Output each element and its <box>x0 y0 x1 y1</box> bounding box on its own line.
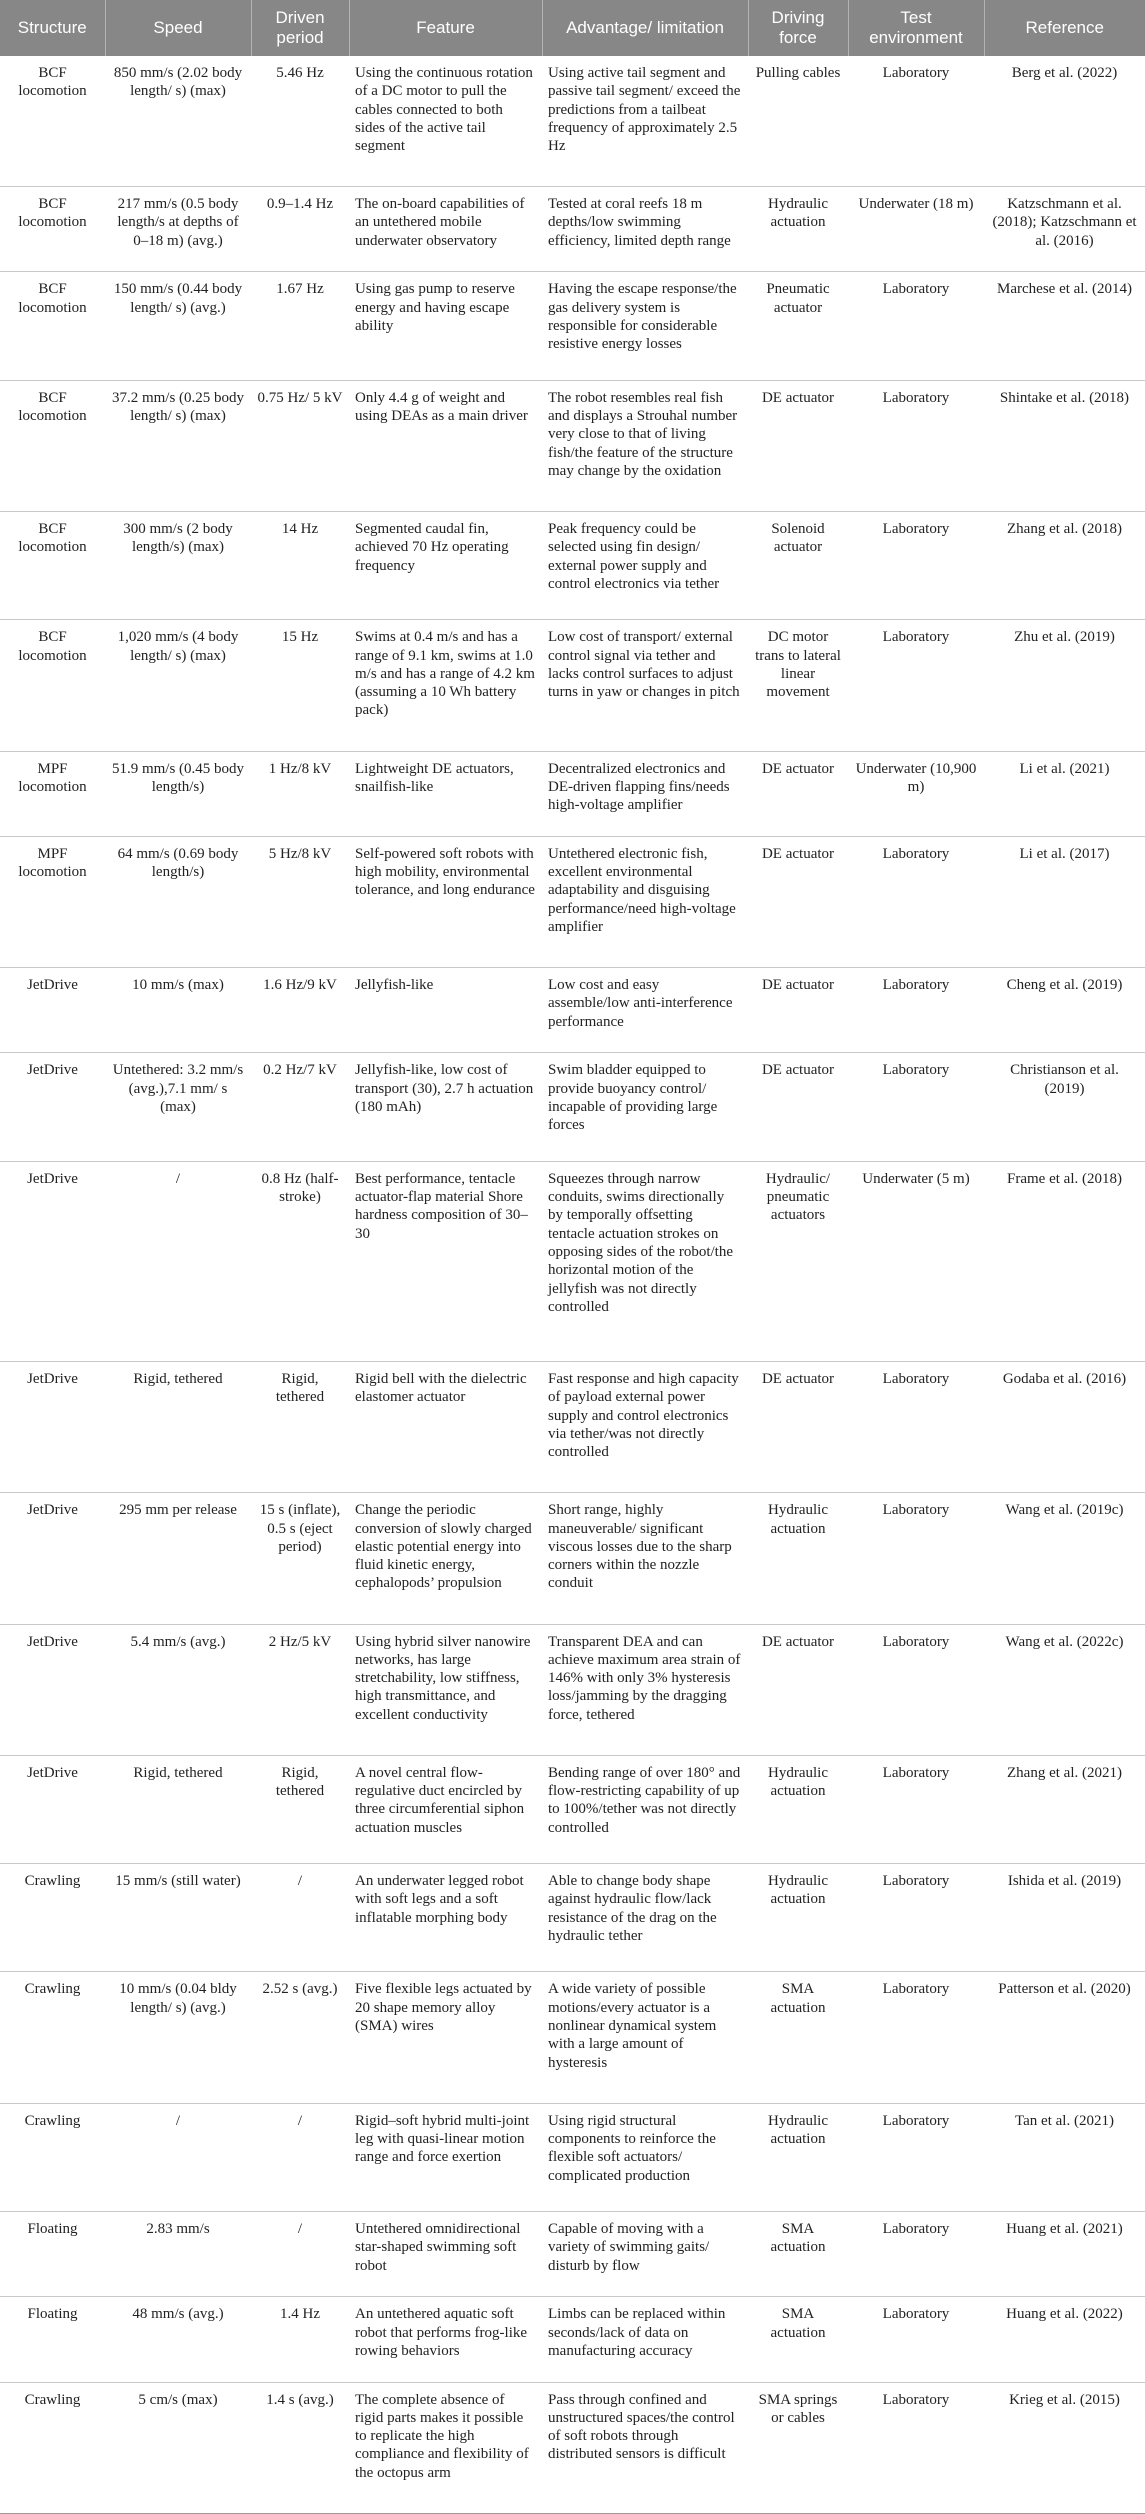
driving-force-cell: DE actuator <box>748 380 848 511</box>
test-environment-cell: Laboratory <box>848 512 984 620</box>
reference-cell: Shintake et al. (2018) <box>984 380 1145 511</box>
speed-cell: 10 mm/s (max) <box>105 968 251 1053</box>
driven-period-cell: 1.4 s (avg.) <box>251 2382 349 2513</box>
driving-force-cell: Solenoid actuator <box>748 512 848 620</box>
speed-cell: 217 mm/s (0.5 body length/s at depths of 0–18 m) (avg.) <box>105 187 251 272</box>
speed-cell: / <box>105 2103 251 2211</box>
test-environment-cell: Laboratory <box>848 620 984 751</box>
speed-cell: 2.83 mm/s <box>105 2211 251 2296</box>
table-body <box>0 56 1145 2514</box>
driving-force-cell: Hydraulic actuation <box>748 1864 848 1972</box>
feature-cell: Self-powered soft robots with high mobility, environmental tolerance, and long endurance <box>349 836 542 967</box>
reference-cell: Krieg et al. (2015) <box>984 2382 1145 2513</box>
driving-force-cell: SMA actuation <box>748 2211 848 2296</box>
table-row <box>0 56 1145 187</box>
test-environment-cell: Underwater (10,900 m) <box>848 751 984 836</box>
driven-period-cell: 0.8 Hz (half-stroke) <box>251 1161 349 1361</box>
reference-cell: Ishida et al. (2019) <box>984 1864 1145 1972</box>
structure-cell: BCF locomotion <box>0 56 105 187</box>
table-row <box>0 2103 1145 2211</box>
advantage-limitation-cell: The robot resembles real fish and displays a Strouhal number very close to that of living fish/the feature of the structure may change by the oxidation <box>542 380 748 511</box>
feature-cell: Only 4.4 g of weight and using DEAs as a main driver <box>349 380 542 511</box>
table-row <box>0 620 1145 751</box>
feature-cell: Lightweight DE actuators, snailfish-like <box>349 751 542 836</box>
reference-cell: Wang et al. (2022c) <box>984 1624 1145 1755</box>
table-row <box>0 2382 1145 2513</box>
table-row <box>0 272 1145 380</box>
speed-cell: 51.9 mm/s (0.45 body length/s) <box>105 751 251 836</box>
driving-force-cell: Hydraulic actuation <box>748 1755 848 1863</box>
test-environment-cell: Laboratory <box>848 272 984 380</box>
driven-period-cell: Rigid, tethered <box>251 1361 349 1492</box>
reference-cell: Huang et al. (2022) <box>984 2297 1145 2382</box>
structure-cell: JetDrive <box>0 1361 105 1492</box>
test-environment-cell: Laboratory <box>848 1864 984 1972</box>
driven-period-cell: / <box>251 2211 349 2296</box>
feature-cell: Untethered omnidirectional star-shaped swimming soft robot <box>349 2211 542 2296</box>
test-environment-cell: Laboratory <box>848 1755 984 1863</box>
header-feature: Feature <box>349 0 542 56</box>
advantage-limitation-cell: Swim bladder equipped to provide buoyancy control/ incapable of providing large forces <box>542 1053 748 1161</box>
structure-cell: JetDrive <box>0 1624 105 1755</box>
reference-cell: Zhu et al. (2019) <box>984 620 1145 751</box>
driving-force-cell: Pulling cables <box>748 56 848 187</box>
structure-cell: JetDrive <box>0 1053 105 1161</box>
structure-cell: Floating <box>0 2211 105 2296</box>
driven-period-cell: 2 Hz/5 kV <box>251 1624 349 1755</box>
driven-period-cell: 15 Hz <box>251 620 349 751</box>
reference-cell: Zhang et al. (2021) <box>984 1755 1145 1863</box>
driving-force-cell: Pneumatic actuator <box>748 272 848 380</box>
advantage-limitation-cell: Having the escape response/the gas delivery system is responsible for considerable resistive energy losses <box>542 272 748 380</box>
speed-cell: Rigid, tethered <box>105 1755 251 1863</box>
driven-period-cell: 1.4 Hz <box>251 2297 349 2382</box>
structure-cell: Crawling <box>0 2382 105 2513</box>
table-row <box>0 1972 1145 2103</box>
structure-cell: BCF locomotion <box>0 187 105 272</box>
reference-cell: Wang et al. (2019c) <box>984 1493 1145 1624</box>
speed-cell: 48 mm/s (avg.) <box>105 2297 251 2382</box>
driven-period-cell: Rigid, tethered <box>251 1755 349 1863</box>
test-environment-cell: Laboratory <box>848 1361 984 1492</box>
advantage-limitation-cell: Using active tail segment and passive tail segment/ exceed the predictions from a tailbeat frequency of approximately 2.5 Hz <box>542 56 748 187</box>
advantage-limitation-cell: Tested at coral reefs 18 m depths/low swimming efficiency, limited depth range <box>542 187 748 272</box>
table-row <box>0 968 1145 1053</box>
advantage-limitation-cell: Using rigid structural components to reinforce the flexible soft actuators/ complicated production <box>542 2103 748 2211</box>
table-row <box>0 1624 1145 1755</box>
test-environment-cell: Laboratory <box>848 2297 984 2382</box>
test-environment-cell: Laboratory <box>848 1972 984 2103</box>
feature-cell: An underwater legged robot with soft legs and a soft inflatable morphing body <box>349 1864 542 1972</box>
advantage-limitation-cell: Fast response and high capacity of payload external power supply and control electronics via tether/was not directly controlled <box>542 1361 748 1492</box>
advantage-limitation-cell: A wide variety of possible motions/every actuator is a nonlinear dynamical system with a large amount of hysteresis <box>542 1972 748 2103</box>
table-row <box>0 1864 1145 1972</box>
structure-cell: Crawling <box>0 1864 105 1972</box>
driving-force-cell: DE actuator <box>748 1361 848 1492</box>
driving-force-cell: Hydraulic actuation <box>748 187 848 272</box>
header-advantage-limitation: Advantage/ limitation <box>542 0 748 56</box>
driven-period-cell: 1.67 Hz <box>251 272 349 380</box>
structure-cell: BCF locomotion <box>0 620 105 751</box>
driving-force-cell: DE actuator <box>748 1053 848 1161</box>
header-reference: Reference <box>984 0 1145 56</box>
header-test-environment: Test environment <box>848 0 984 56</box>
driven-period-cell: 1.6 Hz/9 kV <box>251 968 349 1053</box>
header-driven-period: Driven period <box>251 0 349 56</box>
test-environment-cell: Laboratory <box>848 2382 984 2513</box>
structure-cell: BCF locomotion <box>0 512 105 620</box>
driven-period-cell: / <box>251 1864 349 1972</box>
speed-cell: 64 mm/s (0.69 body length/s) <box>105 836 251 967</box>
table-row <box>0 836 1145 967</box>
test-environment-cell: Laboratory <box>848 836 984 967</box>
structure-cell: JetDrive <box>0 1755 105 1863</box>
reference-cell: Li et al. (2021) <box>984 751 1145 836</box>
test-environment-cell: Laboratory <box>848 2103 984 2211</box>
reference-cell: Zhang et al. (2018) <box>984 512 1145 620</box>
speed-cell: 295 mm per release <box>105 1493 251 1624</box>
advantage-limitation-cell: Short range, highly maneuverable/ significant viscous losses due to the sharp corners within the nozzle conduit <box>542 1493 748 1624</box>
driving-force-cell: SMA actuation <box>748 2297 848 2382</box>
table-row <box>0 1161 1145 1361</box>
table-header <box>0 0 1145 56</box>
reference-cell: Christianson et al. (2019) <box>984 1053 1145 1161</box>
reference-cell: Huang et al. (2021) <box>984 2211 1145 2296</box>
advantage-limitation-cell: Low cost and easy assemble/low anti-interference performance <box>542 968 748 1053</box>
driving-force-cell: Hydraulic actuation <box>748 2103 848 2211</box>
structure-cell: BCF locomotion <box>0 380 105 511</box>
structure-cell: JetDrive <box>0 1161 105 1361</box>
speed-cell: 1,020 mm/s (4 body length/ s) (max) <box>105 620 251 751</box>
table-row <box>0 751 1145 836</box>
reference-cell: Marchese et al. (2014) <box>984 272 1145 380</box>
test-environment-cell: Laboratory <box>848 380 984 511</box>
driving-force-cell: SMA actuation <box>748 1972 848 2103</box>
test-environment-cell: Underwater (18 m) <box>848 187 984 272</box>
advantage-limitation-cell: Low cost of transport/ external control signal via tether and lacks control surfaces to adjust turns in yaw or changes in pitch <box>542 620 748 751</box>
speed-cell: 5.4 mm/s (avg.) <box>105 1624 251 1755</box>
feature-cell: Using hybrid silver nanowire networks, has large stretchability, low stiffness, high transmittance, and excellent conductivity <box>349 1624 542 1755</box>
feature-cell: The on-board capabilities of an untethered mobile underwater observatory <box>349 187 542 272</box>
test-environment-cell: Laboratory <box>848 1493 984 1624</box>
structure-cell: MPF locomotion <box>0 751 105 836</box>
driven-period-cell: 0.9–1.4 Hz <box>251 187 349 272</box>
feature-cell: Best performance, tentacle actuator-flap material Shore hardness composition of 30–30 <box>349 1161 542 1361</box>
advantage-limitation-cell: Squeezes through narrow conduits, swims directionally by temporally offsetting tentacle actuation strokes on opposing sides of the robot/the horizontal motion of the jellyfish was not directly controlled <box>542 1161 748 1361</box>
header-driving-force: Driving force <box>748 0 848 56</box>
table-row <box>0 1361 1145 1492</box>
advantage-limitation-cell: Limbs can be replaced within seconds/lack of data on manufacturing accuracy <box>542 2297 748 2382</box>
driven-period-cell: 0.2 Hz/7 kV <box>251 1053 349 1161</box>
reference-cell: Cheng et al. (2019) <box>984 968 1145 1053</box>
driving-force-cell: DE actuator <box>748 751 848 836</box>
table-row <box>0 2297 1145 2382</box>
feature-cell: Jellyfish-like, low cost of transport (30), 2.7 h actuation (180 mAh) <box>349 1053 542 1161</box>
driven-period-cell: 5 Hz/8 kV <box>251 836 349 967</box>
driving-force-cell: DC motor trans to lateral linear movement <box>748 620 848 751</box>
header-structure: Structure <box>0 0 105 56</box>
advantage-limitation-cell: Pass through confined and unstructured spaces/the control of soft robots through distributed sensors is difficult <box>542 2382 748 2513</box>
speed-cell: 150 mm/s (0.44 body length/ s) (avg.) <box>105 272 251 380</box>
advantage-limitation-cell: Transparent DEA and can achieve maximum area strain of 146% with only 3% hysteresis loss/jamming by the dragging force, tethered <box>542 1624 748 1755</box>
test-environment-cell: Laboratory <box>848 56 984 187</box>
header-speed: Speed <box>105 0 251 56</box>
reference-cell: Berg et al. (2022) <box>984 56 1145 187</box>
feature-cell: Five flexible legs actuated by 20 shape memory alloy (SMA) wires <box>349 1972 542 2103</box>
reference-cell: Patterson et al. (2020) <box>984 1972 1145 2103</box>
advantage-limitation-cell: Untethered electronic fish, excellent environmental adaptability and disguising performance/need high-voltage amplifier <box>542 836 748 967</box>
structure-cell: MPF locomotion <box>0 836 105 967</box>
advantage-limitation-cell: Capable of moving with a variety of swimming gaits/ disturb by flow <box>542 2211 748 2296</box>
feature-cell: Change the periodic conversion of slowly charged elastic potential energy into fluid kinetic energy, cephalopods’ propulsion <box>349 1493 542 1624</box>
reference-cell: Godaba et al. (2016) <box>984 1361 1145 1492</box>
advantage-limitation-cell: Decentralized electronics and DE-driven flapping fins/needs high-voltage amplifier <box>542 751 748 836</box>
structure-cell: Crawling <box>0 2103 105 2211</box>
speed-cell: 300 mm/s (2 body length/s) (max) <box>105 512 251 620</box>
test-environment-cell: Laboratory <box>848 968 984 1053</box>
header-row <box>0 0 1145 56</box>
structure-cell: JetDrive <box>0 968 105 1053</box>
advantage-limitation-cell: Peak frequency could be selected using fin design/ external power supply and control electronics via tether <box>542 512 748 620</box>
driven-period-cell: / <box>251 2103 349 2211</box>
feature-cell: Segmented caudal fin, achieved 70 Hz operating frequency <box>349 512 542 620</box>
driven-period-cell: 0.75 Hz/ 5 kV <box>251 380 349 511</box>
driving-force-cell: SMA springs or cables <box>748 2382 848 2513</box>
structure-cell: JetDrive <box>0 1493 105 1624</box>
table-row <box>0 1493 1145 1624</box>
test-environment-cell: Laboratory <box>848 2211 984 2296</box>
feature-cell: Swims at 0.4 m/s and has a range of 9.1 km, swims at 1.0 m/s and has a range of 4.2 km (assuming a 10 Wh battery pack) <box>349 620 542 751</box>
speed-cell: 37.2 mm/s (0.25 body length/ s) (max) <box>105 380 251 511</box>
reference-cell: Li et al. (2017) <box>984 836 1145 967</box>
feature-cell: A novel central flow-regulative duct encircled by three circumferential siphon actuation muscles <box>349 1755 542 1863</box>
advantage-limitation-cell: Bending range of over 180° and flow-restricting capability of up to 100%/tether was not directly controlled <box>542 1755 748 1863</box>
driven-period-cell: 14 Hz <box>251 512 349 620</box>
test-environment-cell: Underwater (5 m) <box>848 1161 984 1361</box>
structure-cell: BCF locomotion <box>0 272 105 380</box>
table-row <box>0 512 1145 620</box>
driving-force-cell: Hydraulic/ pneumatic actuators <box>748 1161 848 1361</box>
driving-force-cell: DE actuator <box>748 836 848 967</box>
driving-force-cell: Hydraulic actuation <box>748 1493 848 1624</box>
speed-cell: 10 mm/s (0.04 bldy length/ s) (avg.) <box>105 1972 251 2103</box>
feature-cell: Rigid–soft hybrid multi-joint leg with quasi-linear motion range and force exertion <box>349 2103 542 2211</box>
table-row <box>0 1053 1145 1161</box>
structure-cell: Crawling <box>0 1972 105 2103</box>
driving-force-cell: DE actuator <box>748 1624 848 1755</box>
feature-cell: The complete absence of rigid parts makes it possible to replicate the high compliance and flexibility of the octopus arm <box>349 2382 542 2513</box>
speed-cell: Untethered: 3.2 mm/s (avg.),7.1 mm/ s (max) <box>105 1053 251 1161</box>
speed-cell: / <box>105 1161 251 1361</box>
driven-period-cell: 1 Hz/8 kV <box>251 751 349 836</box>
speed-cell: 5 cm/s (max) <box>105 2382 251 2513</box>
advantage-limitation-cell: Able to change body shape against hydraulic flow/lack resistance of the drag on the hydraulic tether <box>542 1864 748 1972</box>
driven-period-cell: 15 s (inflate), 0.5 s (eject period) <box>251 1493 349 1624</box>
feature-cell: Jellyfish-like <box>349 968 542 1053</box>
speed-cell: 15 mm/s (still water) <box>105 1864 251 1972</box>
driven-period-cell: 5.46 Hz <box>251 56 349 187</box>
reference-cell: Katzschmann et al. (2018); Katzschmann et al. (2016) <box>984 187 1145 272</box>
feature-cell: Using gas pump to reserve energy and having escape ability <box>349 272 542 380</box>
driven-period-cell: 2.52 s (avg.) <box>251 1972 349 2103</box>
feature-cell: An untethered aquatic soft robot that performs frog-like rowing behaviors <box>349 2297 542 2382</box>
table-row <box>0 2211 1145 2296</box>
test-environment-cell: Laboratory <box>848 1624 984 1755</box>
speed-cell: 850 mm/s (2.02 body length/ s) (max) <box>105 56 251 187</box>
test-environment-cell: Laboratory <box>848 1053 984 1161</box>
table-row <box>0 1755 1145 1863</box>
driving-force-cell: DE actuator <box>748 968 848 1053</box>
table-row <box>0 187 1145 272</box>
structure-cell: Floating <box>0 2297 105 2382</box>
speed-cell: Rigid, tethered <box>105 1361 251 1492</box>
feature-cell: Using the continuous rotation of a DC motor to pull the cables connected to both sides of the active tail segment <box>349 56 542 187</box>
table-row <box>0 380 1145 511</box>
reference-cell: Tan et al. (2021) <box>984 2103 1145 2211</box>
reference-cell: Frame et al. (2018) <box>984 1161 1145 1361</box>
feature-cell: Rigid bell with the dielectric elastomer actuator <box>349 1361 542 1492</box>
